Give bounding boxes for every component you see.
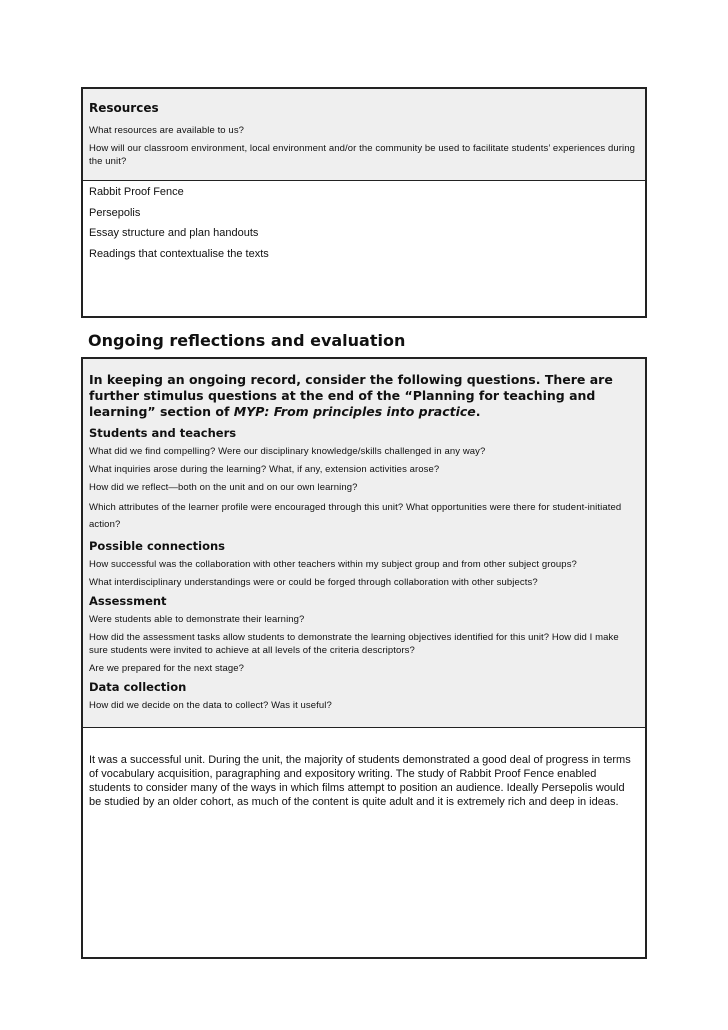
- reflection-question: What did we find compelling? Were our disciplinary knowledge/skills challenged in any way?: [89, 446, 486, 457]
- resource-item: Readings that contextualise the texts: [89, 247, 269, 260]
- data-collection-heading: Data collection: [89, 680, 187, 694]
- reflection-question: Are we prepared for the next stage?: [89, 663, 245, 674]
- intro-book-title: MYP: From principles into practice: [233, 404, 476, 419]
- resources-box: [81, 87, 647, 318]
- reflections-header: [83, 359, 645, 728]
- resources-heading: Resources: [89, 101, 159, 115]
- reflection-question: Were students able to demonstrate their learning?: [89, 614, 305, 625]
- reflection-question: How did we decide on the data to collect? Was it useful?: [89, 700, 332, 711]
- reflection-response: It was a successful unit. During the unit, the majority of students demonstrated a good deal of progress in terms of vocabulary acquisition, paragraphing and expository writing. The study of Rabbit Proof Fence enabled students to consider many of the ways in which films attempt to position an audience. Ideally Persepolis would be studied by an older cohort, as much of the content is quite adult and it is extremely rich and deep in ideas.: [89, 754, 631, 808]
- reflection-question: Which attributes of the learner profile were encouraged through this unit? What opportunities were there for student-initiated action?: [89, 502, 622, 530]
- resource-item: Essay structure and plan handouts: [89, 227, 259, 239]
- reflection-question: How successful was the collaboration with other teachers within my subject group and from other subject groups?: [89, 559, 577, 570]
- students-teachers-heading: Students and teachers: [89, 426, 237, 440]
- resources-header: [83, 89, 645, 181]
- section-title: Ongoing reflections and evaluation: [88, 331, 406, 350]
- reflections-box: [81, 357, 647, 959]
- reflection-question: What interdisciplinary understandings were or could be forged through collaboration with other subjects?: [89, 577, 538, 588]
- resource-item: Rabbit Proof Fence: [89, 186, 184, 198]
- intro-end: .: [475, 404, 481, 419]
- reflection-question: How did we reflect—both on the unit and on our own learning?: [89, 482, 358, 493]
- resources-question: What resources are available to us?: [89, 125, 245, 136]
- possible-connections-heading: Possible connections: [89, 539, 226, 553]
- resources-list: [89, 185, 639, 267]
- resource-item: Persepolis: [89, 206, 141, 219]
- reflection-question: How did the assessment tasks allow students to demonstrate the learning objectives identified for this unit? How did I make sure students were invited to achieve at all levels of the criteria descriptors?: [89, 632, 619, 656]
- intro-text: In keeping an ongoing record, consider the following questions. There are further stimulus questions at the end of the “Planning for teaching and learning” section of: [89, 372, 613, 419]
- reflection-question: What inquiries arose during the learning? What, if any, extension activities arose?: [89, 464, 440, 475]
- resources-question: How will our classroom environment, local environment and/or the community be used to facilitate students’ experiences during the unit?: [89, 143, 635, 167]
- assessment-heading: Assessment: [89, 594, 167, 608]
- reflections-intro: [89, 372, 639, 420]
